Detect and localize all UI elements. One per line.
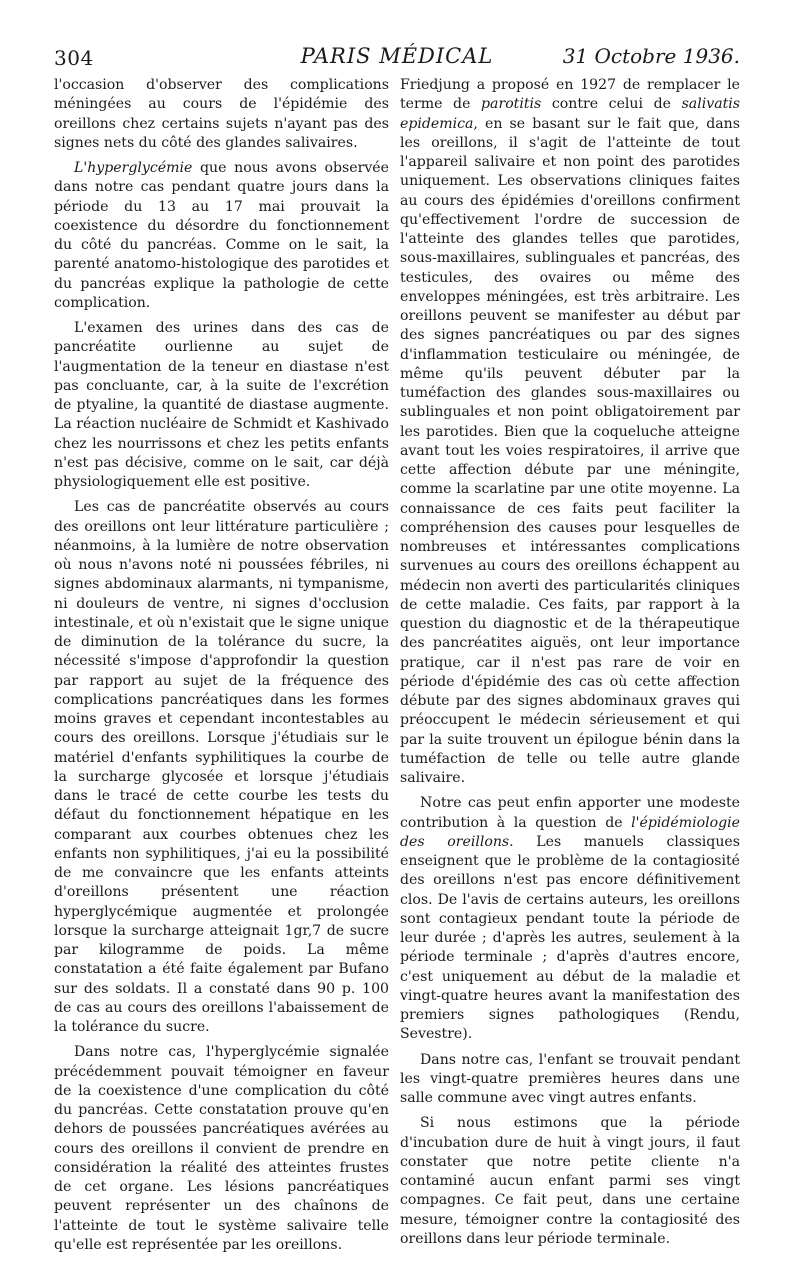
paragraph: Les cas de pancréatite observés au cours des oreillons ont leur littérature particulière ; néanmoins, à la lumière de notre observation où nous n'avons noté ni poussées fébriles, ni signes abdominaux alarmants, ni tympanisme, ni douleurs de ventre, ni signes d'occlusion intestinale, et où n'existait que le signe unique de diminution de la tolérance du sucre, la nécessité s'impose d'approfondir la question par rapport au sujet de la fréquence des complications pancréatiques dans les formes moins graves et cependant incontestables au cours des oreillons. Lorsque j'étudiais sur le matériel d'enfants syphilitiques la courbe de la surcharge glycosée et lorsque j'étudiais dans le tracé de cette courbe les tests du défaut du fonctionnement hépatique en les comparant aux courbes obtenues chez les enfants non syphilitiques, j'ai eu la possibilité de me convaincre que les enfants atteints d'oreillons présentent une réaction hyperglycémique augmentée et prolongée lorsque la surcharge atteignait 1gr,7 de sucre par kilogramme de poids. La même constatation a été faite également par Bufano sur des soldats. Il a constaté dans 90 p. 100 de cas au cours des oreillons l'abaissement de la tolérance du sucre. [54, 499, 389, 1035]
paragraph: l'occasion d'observer des complications méningées au cours de l'épidémie des oreillons chez certains sujets n'ayant pas des signes nets du côté des glandes salivaires. [54, 77, 389, 151]
paragraph: L'examen des urines dans des cas de pancréatite ourlienne au sujet de l'augmentation de la teneur en diastase n'est pas concluante, car, à la suite de l'excrétion de ptyaline, la quantité de diastase augmente. La réaction nucléaire de Schmidt et Kashivado chez les nourrissons et chez les petits enfants n'est pas décisive, comme on le sait, car déjà physiologiquement elle est positive. [54, 320, 389, 490]
emphasized-term: L'hyperglycémie [74, 160, 193, 176]
issue-date: 31 Octobre 1936. [562, 44, 740, 68]
paragraph: Si nous estimons que la période d'incubation dure de huit à vingt jours, il faut constater que notre petite cliente n'a contaminé aucun enfant parmi ses vingt compagnes. Ce fait peut, dans une certaine mesure, témoigner contre la contagiosité des oreillons dans leur période terminale. [400, 1115, 740, 1247]
paragraph: Notre cas peut enfin apporter une modeste contribution à la question de l'épidémiologie des oreillons. Les manuels classiques enseignent que le problème de la contagiosité des oreillons n'est pas encore définitivement clos. De l'avis de certains auteurs, les oreillons sont contagieux pendant toute la période de leur durée ; d'après les autres, seulement à la période terminale ; d'après d'autres encore, c'est uniquement au début de la maladie et vingt-quatre heures avant la manifestation des premiers signes pathologiques (Rendu, Sevestre). [400, 795, 740, 1043]
emphasized-term: salivatis epidemica [400, 96, 740, 132]
emphasized-term: parotitis [481, 96, 542, 113]
right-column [400, 76, 740, 1255]
journal-title: PARIS MÉDICAL [300, 44, 494, 68]
paragraph: L'hyperglycémie que nous avons observée dans notre cas pendant quatre jours dans la période du 13 au 17 mai prouvait la coexistence du désordre du fonctionnement du côté du pancréas. Comme on le sait, la parenté anatomo-histologique des parotides et du pancréas explique la pathologie de cette complication. [54, 160, 389, 311]
page-header [54, 40, 740, 72]
emphasized-term: l'épidémiologie des oreillons [400, 814, 740, 850]
left-column [54, 76, 389, 1261]
paragraph: Dans notre cas, l'enfant se trouvait pendant les vingt-quatre premières heures dans une salle commune avec vingt autres enfants. [400, 1051, 740, 1106]
page-number: 304 [54, 46, 94, 70]
paragraph: Dans notre cas, l'hyperglycémie signalée précédemment pouvait témoigner en faveur de la coexistence d'une complication du côté du pancréas. Cette constatation prouve qu'en dehors de poussées pancréatiques avérées au cours des oreillons il convient de prendre en considération la réalité des atteintes frustes de cet organe. Les lésions pancréatiques peuvent représenter un des chaînons de l'atteinte de tout le système salivaire telle qu'elle est représentée par les oreillons. [54, 1044, 389, 1253]
paragraph: Friedjung a proposé en 1927 de remplacer le terme de parotitis contre celui de salivatis epidemica, en se basant sur le fait que, dans les oreillons, il s'agit de l'atteinte de tout l'appareil salivaire et non point des parotides uniquement. Les observations cliniques faites au cours des épidémies d'oreillons confirment qu'effectivement l'ordre de succession de l'atteinte des glandes telles que parotides, sous-maxillaires, sublinguales et pancréas, des testicules, des ovaires ou même des enveloppes méningées, est très arbitraire. Les oreillons peuvent se manifester au début par des signes pancréatiques ou par des signes d'inflammation testiculaire ou méningée, de même qu'ils peuvent débuter par la tuméfaction des glandes sous-maxillaires ou sublinguales et non point obligatoirement par les parotides. Bien que la coqueluche atteigne avant tout les voies respiratoires, il arrive que cette affection débute par une méningite, comme la scarlatine par une otite moyenne. La connaissance de ces faits peut faciliter la compréhension des causes pour lesquelles de nombreuses et intéressantes complications survenues au cours des oreillons échappent au médecin non averti des particularités cliniques de cette maladie. Ces faits, par rapport à la question du diagnostic et de la thérapeutique des pancréatites aiguës, ont leur importance pratique, car il n'est pas rare de voir en période d'épidémie des cas où cette affection débute par des signes abdominaux graves qui préoccupent le médecin sérieusement et qui par la suite trouvent un épilogue bénin dans la tuméfaction de telle ou telle autre glande salivaire. [400, 77, 740, 786]
